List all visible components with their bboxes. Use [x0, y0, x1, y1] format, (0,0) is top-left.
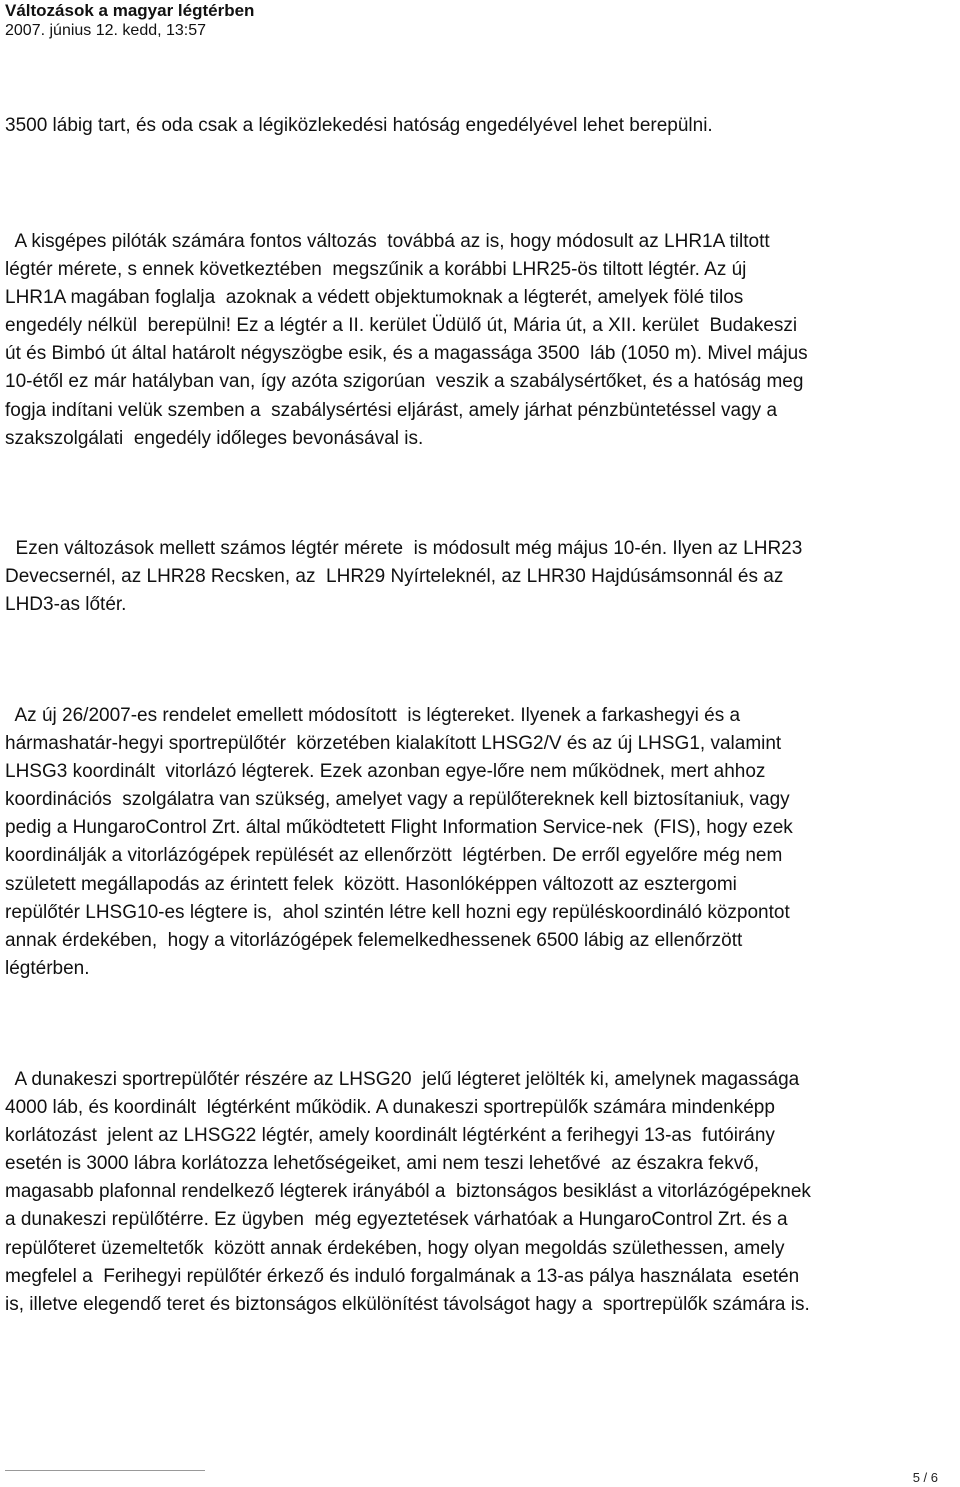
text-line: 3500 lábig tart, és oda csak a légiközlekedési hatóság engedélyével lehet berepülni.	[5, 115, 713, 136]
text-line: út és Bimbó út által határolt négyszögbe esik, és a magassága 3500 láb (1050 m). Mivel május	[5, 343, 808, 365]
text-line: Az új 26/2007-es rendelet emellett módosított is légtereket. Ilyenek a farkashegyi és a	[5, 705, 741, 726]
text-line: A kisgépes pilóták számára fontos változás továbbá az is, hogy módosult az LHR1A tiltott	[5, 231, 770, 252]
paragraph-5	[5, 1066, 955, 1319]
text-line: fogja indítani velük szemben a szabálysértési eljárást, amely járhat pénzbüntetéssel vagy a	[5, 399, 778, 421]
text-line: a dunakeszi repülőtérre. Ez ügyben még egyeztetések várhatóak a HungaroControl Zrt. és a	[5, 1209, 788, 1231]
document-title: Változások a magyar légtérben	[5, 1, 255, 20]
text-line: repülőteret üzemeltetők között annak érdekében, hogy olyan megoldás születhessen, amely	[5, 1237, 785, 1259]
text-line: is, illetve elegendő teret és biztonságos elkülönítést távolságot hagy a sportrepülők számára is.	[5, 1293, 810, 1315]
paragraph-1	[5, 112, 955, 140]
text-line: engedély nélkül berepülni! Ez a légtér a II. kerület Üdülő út, Mária út, a XII. kerület Budakeszi	[5, 315, 798, 337]
text-line: Devecsernél, az LHR28 Recsken, az LHR29 Nyírteleknél, az LHR30 Hajdúsámsonnál és az	[5, 566, 784, 588]
text-line: esetén is 3000 lábra korlátozza lehetőségeiket, ami nem teszi lehetővé az északra fekvő,	[5, 1153, 760, 1175]
text-line: annak érdekében, hogy a vitorlázógépek felemelkedhessenek 6500 lábig az ellenőrzött	[5, 929, 743, 951]
document-date: 2007. június 12. kedd, 13:57	[5, 22, 207, 39]
text-line: repülőtér LHSG10-es légtere is, ahol szintén létre kell hozni egy repüléskoordináló központot	[5, 901, 790, 923]
text-line: hármashatár-hegyi sportrepülőtér körzetében kialakított LHSG2/V és az új LHSG1, valamint	[5, 733, 782, 755]
text-line: LHR1A magában foglalja azoknak a védett objektumoknak a légterét, amelyek fölé tilos	[5, 287, 744, 309]
text-line: szakszolgálati engedély időleges bevonásával is.	[5, 427, 424, 449]
paragraph-3	[5, 535, 955, 619]
text-line: 4000 láb, és koordinált légtérként működik. A dunakeszi sportrepülők számára mindenképp	[5, 1097, 775, 1119]
text-line: koordinálják a vitorlázógépek repülését az ellenőrzött légtérben. De erről egyelőre még nem	[5, 845, 783, 867]
text-line: A dunakeszi sportrepülőtér részére az LHSG20 jelű légteret jelölték ki, amelynek magassága	[5, 1069, 800, 1090]
paragraph-2	[5, 228, 955, 453]
text-line: megfelel a Ferihegyi repülőtér érkező és induló forgalmának a 13-as pálya használata esetén	[5, 1265, 800, 1287]
document-header	[5, 0, 955, 40]
page-number: 5 / 6	[912, 1470, 938, 1485]
text-line: 10-étől ez már hatályban van, így azóta szigorúan veszik a szabálysértőket, és a hatóság meg	[5, 371, 804, 393]
text-line: született megállapodás az érintett felek között. Hasonlóképpen változott az esztergomi	[5, 873, 737, 895]
text-line: korlátozást jelent az LHSG22 légtér, amely koordinált légtérként a ferihegyi 13-as futóirány	[5, 1125, 775, 1147]
footer-divider	[5, 1470, 205, 1471]
text-line: magasabb plafonnal rendelkező légterek irányából a biztonságos besiklást a vitorlázógépeknek	[5, 1181, 811, 1203]
text-line: Ezen változások mellett számos légtér mérete is módosult még május 10-én. Ilyen az LHR23	[5, 538, 803, 559]
paragraph-4	[5, 702, 955, 983]
text-line: légtér mérete, s ennek következtében megszűnik a korábbi LHR25-ös tiltott légtér. Az új	[5, 259, 747, 281]
text-line: koordinációs szolgálatra van szükség, amelyet vagy a repülőtereknek kell biztosítaniuk, vagy	[5, 789, 790, 811]
text-line: légtérben.	[5, 957, 90, 979]
text-line: LHD3-as lőtér.	[5, 594, 127, 616]
text-line: pedig a HungaroControl Zrt. által működtetett Flight Information Service-nek (FIS), hogy ezek	[5, 817, 793, 839]
text-line: LHSG3 koordinált vitorlázó légterek. Ezek azonban egye-lőre nem működnek, mert ahhoz	[5, 761, 766, 783]
